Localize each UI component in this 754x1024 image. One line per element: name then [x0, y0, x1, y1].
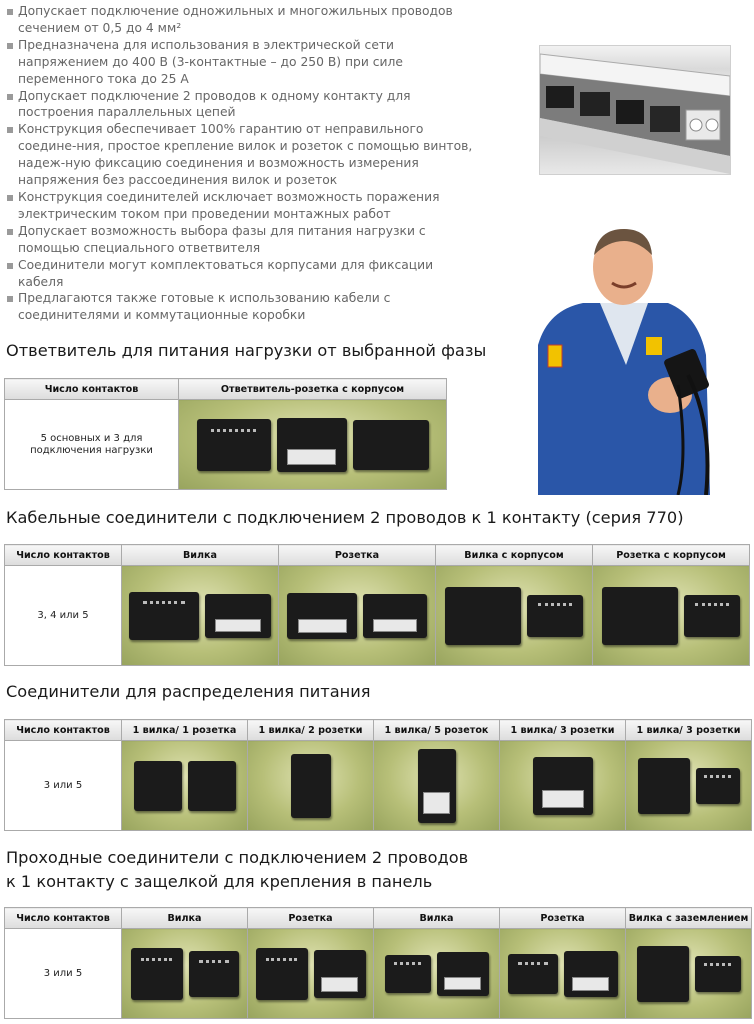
product-photo [593, 566, 750, 666]
product-photo [248, 741, 374, 831]
feature-item: Допускает подключение одножильных и многожильных проводов сечением от 0,5 до 4 мм² [6, 3, 476, 37]
feature-item: Конструкция соединителей исключает возможность поражения электрическим током при проведении монтажных работ [6, 189, 476, 223]
product-photo [374, 929, 500, 1019]
column-header: Розетка [279, 545, 436, 566]
section-title-line-2: к 1 контакту с защелкой для крепления в панель [6, 872, 433, 891]
phase-tap-table [4, 378, 447, 490]
column-header: Розетка с корпусом [593, 545, 750, 566]
section-title-distribution: Соединители для распределения питания [6, 682, 371, 701]
column-header: Число контактов [5, 720, 122, 741]
column-header: Вилка с корпусом [436, 545, 593, 566]
column-header: Вилка [122, 545, 279, 566]
column-header: 1 вилка/ 3 розетки [626, 720, 752, 741]
worker-photo [538, 225, 716, 495]
column-header: 1 вилка/ 3 розетки [500, 720, 626, 741]
product-photo [374, 741, 500, 831]
busbar-photo [539, 45, 731, 175]
column-header: Ответвитель-розетка с корпусом [179, 379, 447, 400]
column-header: 1 вилка/ 2 розетки [248, 720, 374, 741]
product-photo [279, 566, 436, 666]
column-header: Число контактов [5, 545, 122, 566]
product-photo [626, 741, 752, 831]
feature-list [6, 3, 476, 324]
cable-connectors-table [4, 544, 750, 666]
product-photo [626, 929, 752, 1019]
feature-item: Конструкция обеспечивает 100% гарантию от неправильного соедине-ния, простое крепление вилок и розеток с помощью винтов, надеж-ную фиксацию соединения и возможность измерения напряжения без рассоединения вилок и розеток [6, 121, 476, 189]
column-header: Число контактов [5, 908, 122, 929]
contact-count: 3, 4 или 5 [5, 566, 122, 666]
product-photo [500, 741, 626, 831]
section-title-line-1: Проходные соединители с подключением 2 проводов [6, 848, 469, 867]
product-photo [436, 566, 593, 666]
product-photo [122, 566, 279, 666]
contact-count: 3 или 5 [5, 741, 122, 831]
column-header: 1 вилка/ 1 розетка [122, 720, 248, 741]
product-photo [179, 400, 447, 490]
product-photo [500, 929, 626, 1019]
feature-item: Соединители могут комплектоваться корпусами для фиксации кабеля [6, 257, 476, 291]
product-photo [248, 929, 374, 1019]
contact-count: 3 или 5 [5, 929, 122, 1019]
distribution-table [4, 719, 752, 831]
column-header: Вилка с заземлением [626, 908, 752, 929]
column-header: Число контактов [5, 379, 179, 400]
product-photo [122, 741, 248, 831]
section-title-phase-tap: Ответвитель для питания нагрузки от выбранной фазы [6, 341, 487, 360]
section-title-cable-connectors: Кабельные соединители с подключением 2 проводов к 1 контакту (серия 770) [6, 508, 684, 527]
panel-connectors-table [4, 907, 752, 1019]
feature-item: Допускает возможность выбора фазы для питания нагрузки с помощью специального ответвителя [6, 223, 476, 257]
feature-item: Допускает подключение 2 проводов к одному контакту для построения параллельных цепей [6, 88, 476, 122]
column-header: 1 вилка/ 5 розеток [374, 720, 500, 741]
column-header: Вилка [122, 908, 248, 929]
product-photo [122, 929, 248, 1019]
column-header: Розетка [500, 908, 626, 929]
feature-item: Предлагаются также готовые к использованию кабели с соединителями и коммутационные коробки [6, 290, 476, 324]
contact-count: 5 основных и 3 для подключения нагрузки [5, 400, 179, 490]
column-header: Розетка [248, 908, 374, 929]
feature-item: Предназначена для использования в электрической сети напряжением до 400 В (3-контактные – до 250 В) при силе переменного тока до 25 А [6, 37, 476, 88]
column-header: Вилка [374, 908, 500, 929]
